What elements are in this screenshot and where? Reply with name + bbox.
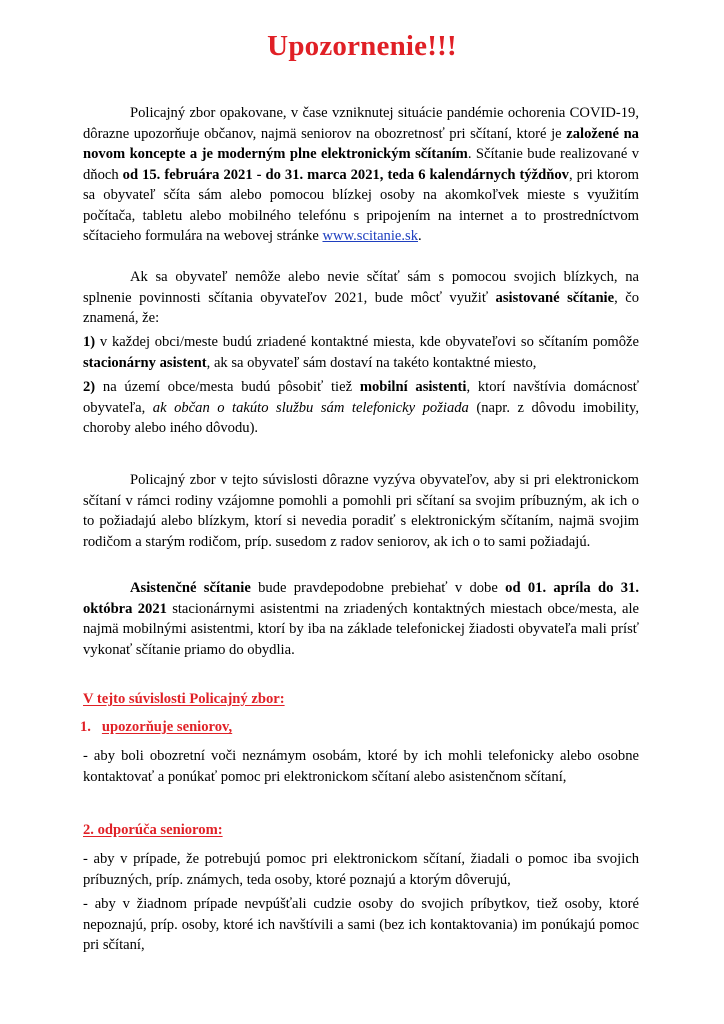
- assistant-census-bold-1: Asistenčné sčítanie: [130, 580, 251, 596]
- item-1-label: upozorňuje seniorov,: [101, 719, 233, 735]
- intro-bold-dates: od 15. februára 2021 - do 31. marca 2021, teda 6 kalendárnych týždňov: [122, 166, 569, 183]
- assistant-census-text-2: stacionárnymi asistentmi na zriadených kontaktných miestach obce/mesta, ale najmä mobilnými asistentmi, ktorí by iba na základe telefonickej žiadosti obyvateľa mali prísť vykonať sčítanie priamo do obydlia.: [83, 600, 640, 658]
- paragraph-point-2: [83, 377, 639, 439]
- intro-text-3: , pri ktorom sa obyvateľ sčíta sám alebo pomocou blízkej osoby na akomkoľvek mieste s využitím počítača, tabletu alebo mobilného telefónu s pripojením na internet a to prostredníctvom sčítacieho formulára na webovej stránke: [83, 166, 639, 244]
- point-1-bold: stacionárny asistent: [83, 354, 207, 371]
- scitanie-link[interactable]: www.scitanie.sk: [322, 228, 418, 244]
- assisted-bold: asistované sčítanie: [495, 289, 615, 306]
- point-2-italic: ak občan o takúto službu sám telefonicky požiada: [152, 399, 469, 416]
- item-1-text: - aby boli obozretní voči neznámym osobám, ktoré by ich mohli telefonicky alebo osobne kontaktovať a ponúkať pomoc pri elektronickom sčítaní alebo asistenčnom sčítaní,: [83, 748, 639, 785]
- point-2-text-2: , ktorí navštívia domácnosť obyvateľa,: [83, 379, 639, 416]
- point-2-text-3: (napr. z dôvodu imobility, choroby alebo iného dôvodu).: [83, 399, 640, 436]
- intro-text-2: . Sčítanie bude realizované v dňoch: [83, 146, 640, 183]
- item-1-heading: [80, 719, 232, 736]
- item-2-heading: 2. odporúča seniorom:: [83, 822, 223, 838]
- family-help-text: Policajný zbor v tejto súvislosti dôrazne vyzýva obyvateľov, aby si pri elektronickom sčítaní v rámci rodiny vzájomne pomohli a pomohli pri sčítaní sa svojim príbuzným, ak ich o to požiadajú alebo blízkym, ktorí si nevedia poradiť s elektronickým sčítaním, najmä svojim rodičom a starým rodičom, príp. susedom z radov seniorov, ak ich o to sami požiadajú.: [83, 472, 639, 550]
- point-1-text-2: , ak sa obyvateľ sám dostaví na takéto kontaktné miesto,: [206, 354, 537, 371]
- item-1-number: 1.: [80, 719, 91, 735]
- assistant-census-bold-dates: od 01. apríla do 31. októbra 2021: [83, 580, 639, 617]
- intro-bold-concept: založené na novom koncepte a je moderným plne elektronickým sčítaním: [83, 125, 639, 162]
- point-2-bold: mobilní asistenti: [359, 379, 467, 395]
- paragraph-assisted: [83, 267, 639, 329]
- point-1-text-1: v každej obci/meste budú zriadené kontaktné miesta, kde obyvateľovi so sčítaním pomôže: [95, 334, 639, 350]
- paragraph-intro: [83, 103, 639, 247]
- point-2-text-1: na území obce/mesta budú pôsobiť tiež: [95, 379, 360, 395]
- point-1-number: 1): [83, 334, 96, 350]
- intro-text-1: Policajný zbor opakovane, v čase vzniknutej situácie pandémie ochorenia COVID-19, dôrazne upozorňuje občanov, najmä seniorov na obozretnosť pri sčítaní, ktoré je: [83, 105, 639, 142]
- item-2-text-2: - aby v žiadnom prípade nevpúšťali cudzie osoby do svojich príbytkov, tiež osoby, ktoré nepoznajú, príp. osoby, ktoré ich navštívili a sami (bez ich kontaktovania) im ponúkajú pomoc pri sčítaní,: [83, 896, 639, 953]
- item-2-text-1: - aby v prípade, že potrebujú pomoc pri elektronickom sčítaní, žiadali o pomoc iba svojich príbuzných, príp. známych, teda osoby, ktoré poznajú a ktorým dôverujú,: [83, 851, 639, 888]
- paragraph-assistant-census: [83, 578, 639, 660]
- section-heading: V tejto súvislosti Policajný zbor:: [83, 691, 285, 707]
- assisted-text-2: , čo znamená, že:: [83, 289, 639, 326]
- point-2-number: 2): [83, 379, 96, 395]
- page-title: Upozornenie!!!: [267, 30, 457, 62]
- paragraph-point-1: [83, 332, 639, 373]
- intro-text-4: .: [418, 228, 422, 244]
- assisted-text-1: Ak sa obyvateľ nemôže alebo nevie sčítať sám s pomocou svojich blízkych, na splnenie povinnosti sčítania obyvateľov 2021, bude môcť využiť: [83, 269, 639, 306]
- paragraph-family-help: [83, 470, 639, 552]
- assistant-census-text-1: bude pravdepodobne prebiehať v dobe: [250, 580, 506, 596]
